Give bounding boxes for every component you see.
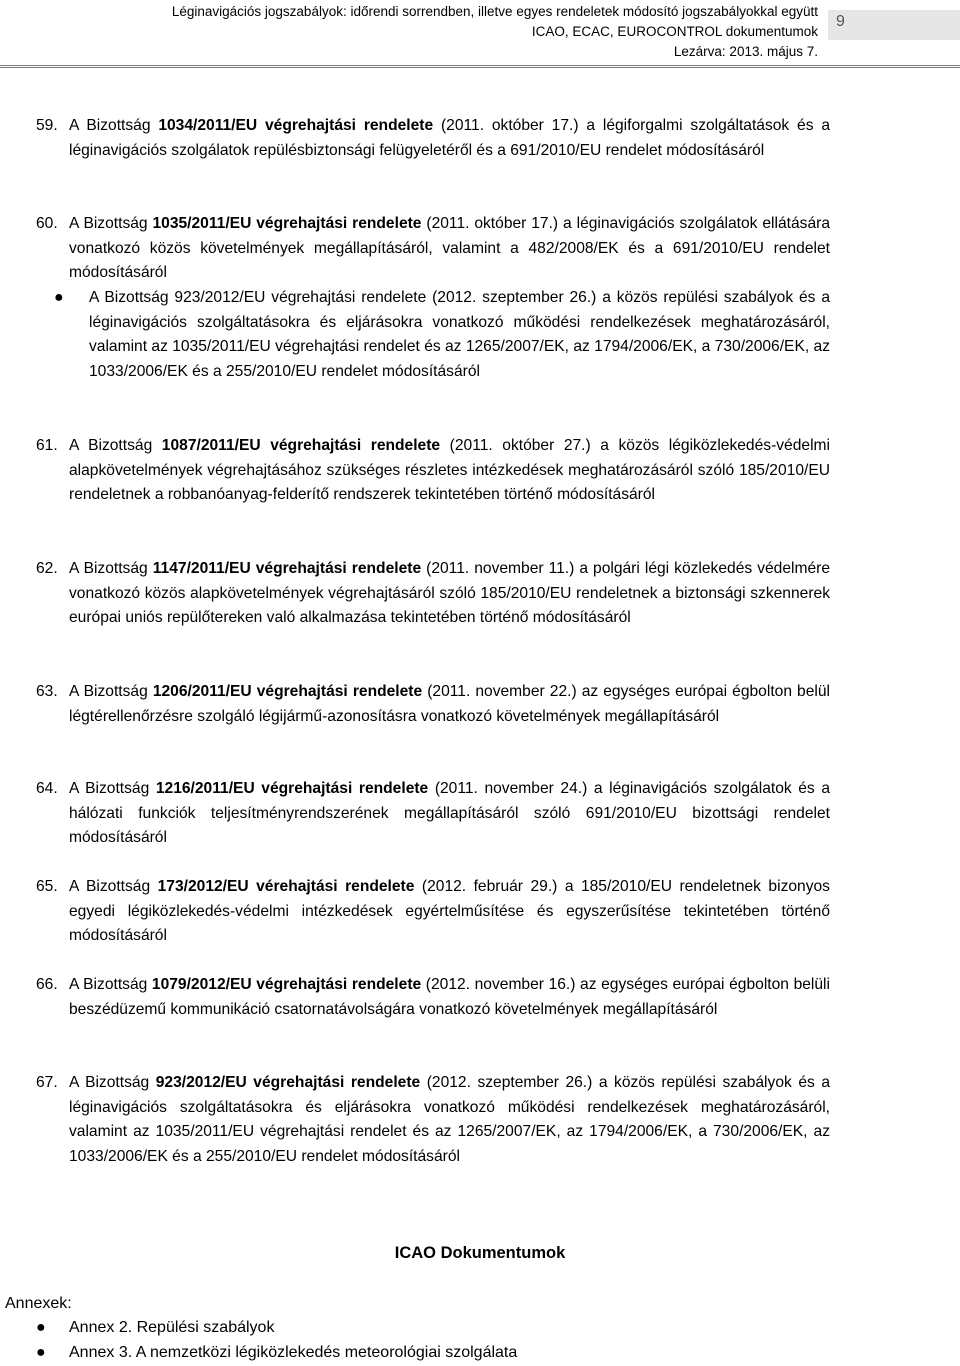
bullet-icon: ● <box>36 1344 46 1361</box>
regulation-entry-63 <box>36 680 830 729</box>
entry-number: 62. <box>36 560 58 577</box>
page-number: 9 <box>836 13 845 30</box>
regulation-entry-65 <box>36 875 830 949</box>
regulation-entry-60 <box>36 212 830 286</box>
entry-number: 63. <box>36 683 58 700</box>
section-title: ICAO Dokumentumok <box>394 1244 566 1262</box>
entry-text: A Bizottság 173/2012/EU vérehajtási rendelete (2012. február 29.) a 185/2010/EU rendeletnek bizonyos egyedi légiközlekedés-védelmi intézkedések egyértelműsítése és egyszerűsítése tekintetében történő módosításáról <box>69 878 830 945</box>
header-closing-date: Lezárva: 2013. május 7. <box>673 44 818 59</box>
entry-number: 59. <box>36 117 58 134</box>
sub-entry-text: A Bizottság 923/2012/EU végrehajtási rendelete (2012. szeptember 26.) a közös repülési szabályok és a léginavigációs szolgáltatásokra és eljárásokra vonatkozó működési rendelkezések meghatározásáról, valamint az 1035/2011/EU végrehajtási rendelet és az 1265/2007/EK, az 1794/2006/EK, a 730/2006/EK, az 1033/2006/EK és a 255/2010/EU rendelet módosításáról <box>89 289 830 380</box>
header-subtitle: ICAO, ECAC, EUROCONTROL dokumentumok <box>531 24 818 39</box>
regulation-entry-61 <box>36 434 830 508</box>
annex-item-text: Annex 3. A nemzetközi légiközlekedés meteorológiai szolgálata <box>69 1344 518 1361</box>
regulation-entry-66 <box>36 973 830 1022</box>
entry-number: 67. <box>36 1074 58 1091</box>
entry-text: A Bizottság 1087/2011/EU végrehajtási rendelete (2011. október 27.) a közös légiközlekedés-védelmi alapkövetelmények végrehajtásához szükséges részletes intézkedések meghatározásáról szóló 185/2010/EU rendeletnek a robbanóanyag-felderítő rendszerek tekintetében történő módosításáról <box>69 437 830 504</box>
entry-number: 66. <box>36 976 58 993</box>
regulation-entry-67 <box>36 1071 830 1169</box>
entry-number: 60. <box>36 215 58 232</box>
regulation-entry-59 <box>36 114 830 163</box>
entry-text: A Bizottság 1216/2011/EU végrehajtási rendelete (2011. november 24.) a léginavigációs szolgálatok és a hálózati funkciók teljesítményrendszerének megállapításáról szóló 691/2010/EU bizottsági rendelet módosításáról <box>69 780 830 847</box>
bullet-icon: ● <box>54 289 64 306</box>
entry-number: 64. <box>36 780 58 797</box>
annex-item-text: Annex 2. Repülési szabályok <box>69 1319 275 1336</box>
entry-text: A Bizottság 1035/2011/EU végrehajtási rendelete (2011. október 17.) a léginavigációs szolgálatok ellátására vonatkozó közös követelmények megállapításáról, valamint a 482/2008/EK és a 691/2010/EU rendelet módosításáról <box>69 215 830 282</box>
header-text <box>18 2 818 62</box>
entry-text: A Bizottság 1147/2011/EU végrehajtási rendelete (2011. november 11.) a polgári légi közlekedés védelmére vonatkozó közös alapkövetelmények végrehajtásáról szóló 185/2010/EU rendeletnek a biztonsági szkennerek európai uniós repülőtereken való alkalmazása tekintetében történő módosításáról <box>69 560 830 627</box>
bullet-icon: ● <box>36 1319 46 1336</box>
entry-text: A Bizottság 1206/2011/EU végrehajtási rendelete (2011. november 22.) az egységes európai égbolton belül légtérellenőrzésre szolgáló légijármű-azonosításra vonatkozó követelmények megállapításáról <box>69 683 831 725</box>
header-title: Léginavigációs jogszabályok: időrendi sorrendben, illetve egyes rendeletek módosító jogszabályokkal együtt <box>171 4 818 19</box>
sub-entry <box>36 286 830 384</box>
page-number-box <box>828 10 960 40</box>
annex-item <box>36 1340 517 1366</box>
entry-number: 61. <box>36 437 58 454</box>
entry-text: A Bizottság 923/2012/EU végrehajtási rendelete (2012. szeptember 26.) a közös repülési szabályok és a léginavigációs szolgáltatásokra és eljárásokra vonatkozó működési rendelkezések meghatározásáról, valamint az 1035/2011/EU végrehajtási rendelet és az 1265/2007/EK, az 1794/2006/EK, a 730/2006/EK, az 1033/2006/EK és a 255/2010/EU rendelet módosításáról <box>69 1074 830 1165</box>
annex-label: Annexek: <box>5 1295 72 1312</box>
regulation-entry-64 <box>36 777 830 851</box>
annex-item <box>36 1315 274 1341</box>
regulation-entry-62 <box>36 557 830 631</box>
header-divider <box>0 65 960 68</box>
entry-text: A Bizottság 1034/2011/EU végrehajtási rendelete (2011. október 17.) a légiforgalmi szolgáltatások és a léginavigációs szolgálatok repülésbiztonsági felügyeletéről és a 691/2010/EU rendelet módosításáról <box>69 117 830 159</box>
entry-number: 65. <box>36 878 58 895</box>
entry-text: A Bizottság 1079/2012/EU végrehajtási rendelete (2012. november 16.) az egységes európai égbolton belüli beszédüzemű kommunikáció csatornatávolságára vonatkozó követelmények megállapításáról <box>69 976 830 1018</box>
